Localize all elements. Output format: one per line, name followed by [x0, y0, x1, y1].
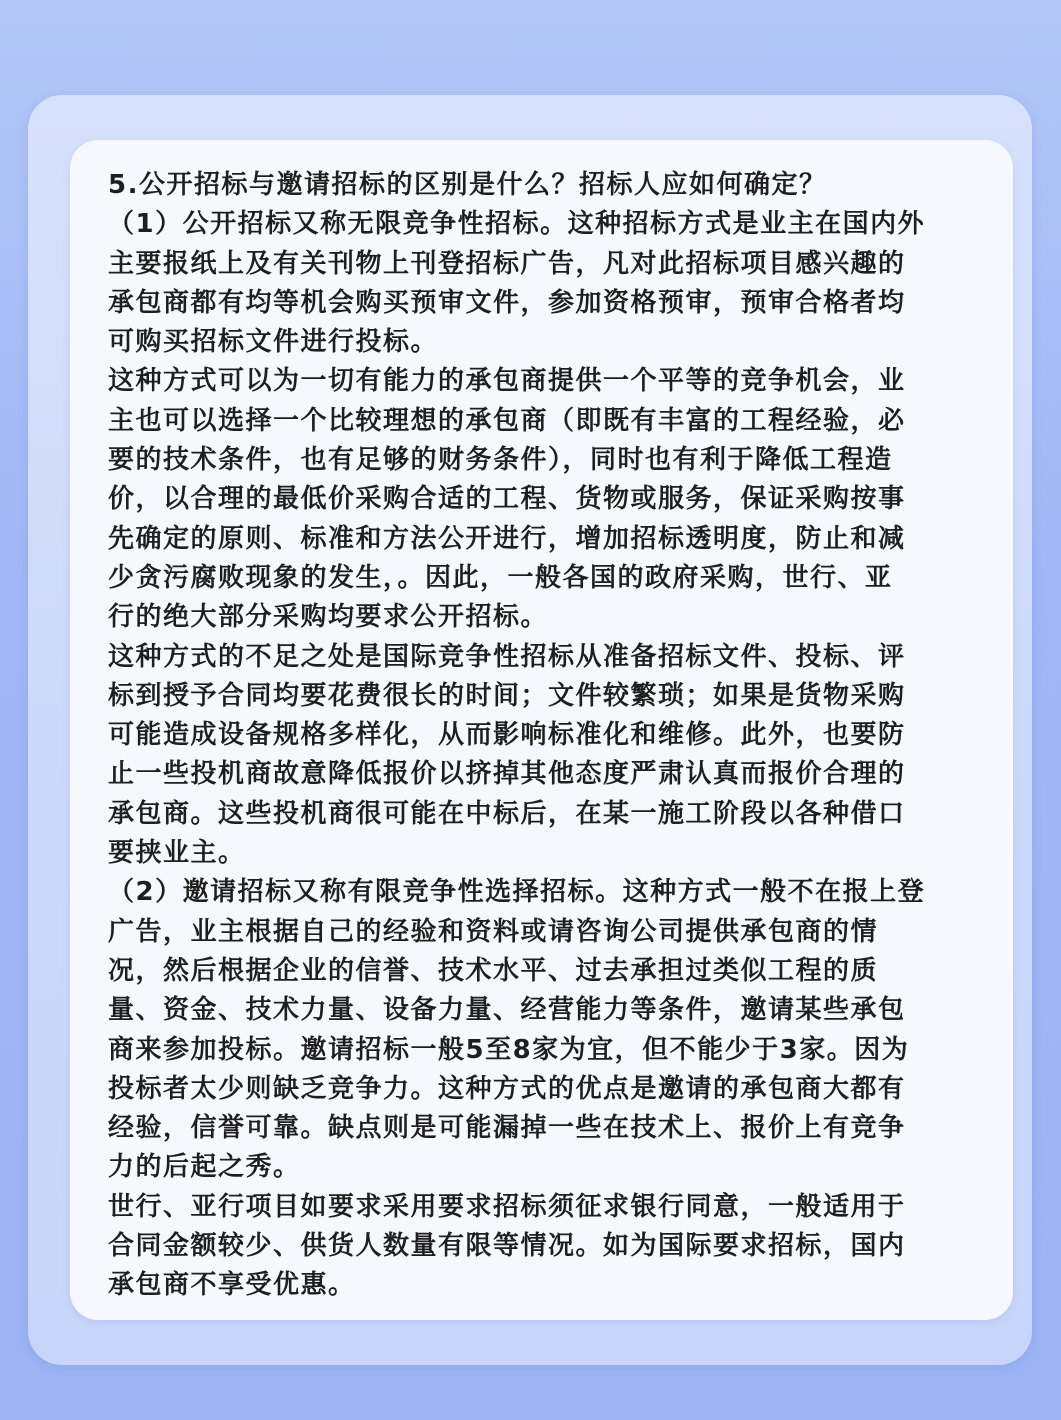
text-line: 止一些投机商故意降低报价以挤掉其他态度严肃认真而报价合理的: [108, 759, 906, 790]
text-line: 经验，信誉可靠。缺点则是可能漏掉一些在技术上、报价上有竞争: [108, 1113, 906, 1144]
text-line: 投标者太少则缺乏竞争力。这种方式的优点是邀请的承包商大都有: [108, 1073, 906, 1104]
text-line: 少贪污腐败现象的发生，。因此，一般各国的政府采购，世行、亚: [108, 562, 893, 593]
text-line: 主也可以选择一个比较理想的承包商（即既有丰富的工程经验，必: [108, 405, 906, 436]
text-line: 商来参加投标。邀请招标一般5至8家为宜，但不能少于3家。因为: [108, 1034, 910, 1065]
text-line: 承包商不享受优惠。: [108, 1270, 356, 1301]
text-line: 世行、亚行项目如要求采用要求招标须征求银行同意，一般适用于: [108, 1191, 906, 1222]
text-line: 这种方式的不足之处是国际竞争性招标从准备招标文件、投标、评: [108, 641, 906, 672]
text-line: 可能造成设备规格多样化，从而影响标准化和维修。此外，也要防: [108, 720, 906, 751]
text-line: 要挟业主。: [108, 838, 246, 869]
text-line: 行的绝大部分采购均要求公开招标。: [108, 602, 549, 633]
text-line: 广告，业主根据自己的经验和资料或请咨询公司提供承包商的情: [108, 916, 879, 947]
text-line: 况，然后根据企业的信誉、技术水平、过去承担过类似工程的质: [108, 955, 879, 986]
text-line: 力的后起之秀。: [108, 1152, 301, 1183]
text-line: 量、资金、技术力量、设备力量、经营能力等条件，邀请某些承包: [108, 995, 906, 1026]
text-line: 可购买招标文件进行投标。: [108, 327, 439, 358]
text-line: 先确定的原则、标准和方法公开进行，增加招标透明度，防止和减: [108, 523, 906, 554]
text-line: 主要报纸上及有关刊物上刊登招标广告，凡对此招标项目感兴趣的: [108, 248, 906, 279]
text-line: 价，以合理的最低价采购合适的工程、货物或服务，保证采购按事: [108, 484, 906, 515]
text-line: （1）公开招标又称无限竞争性招标。这种招标方式是业主在国内外: [108, 209, 926, 240]
text-line: （2）邀请招标又称有限竞争性选择招标。这种方式一般不在报上登: [108, 877, 926, 908]
text-line: 标到授予合同均要花费很长的时间；文件较繁琐；如果是货物采购: [108, 680, 906, 711]
text-line: 合同金额较少、供货人数量有限等情况。如为国际要求招标，国内: [108, 1231, 906, 1262]
text-line: 承包商。这些投机商很可能在中标后，在某一施工阶段以各种借口: [108, 798, 906, 829]
question-title-line: 5.公开招标与邀请招标的区别是什么？招标人应如何确定？: [108, 170, 827, 200]
text-line: 要的技术条件，也有足够的财务条件），同时也有利于降低工程造: [108, 445, 893, 476]
text-line: 承包商都有均等机会购买预审文件，参加资格预审，预审合格者均: [108, 287, 906, 318]
text-line: 这种方式可以为一切有能力的承包商提供一个平等的竞争机会，业: [108, 366, 906, 397]
article-text: [108, 166, 988, 1306]
